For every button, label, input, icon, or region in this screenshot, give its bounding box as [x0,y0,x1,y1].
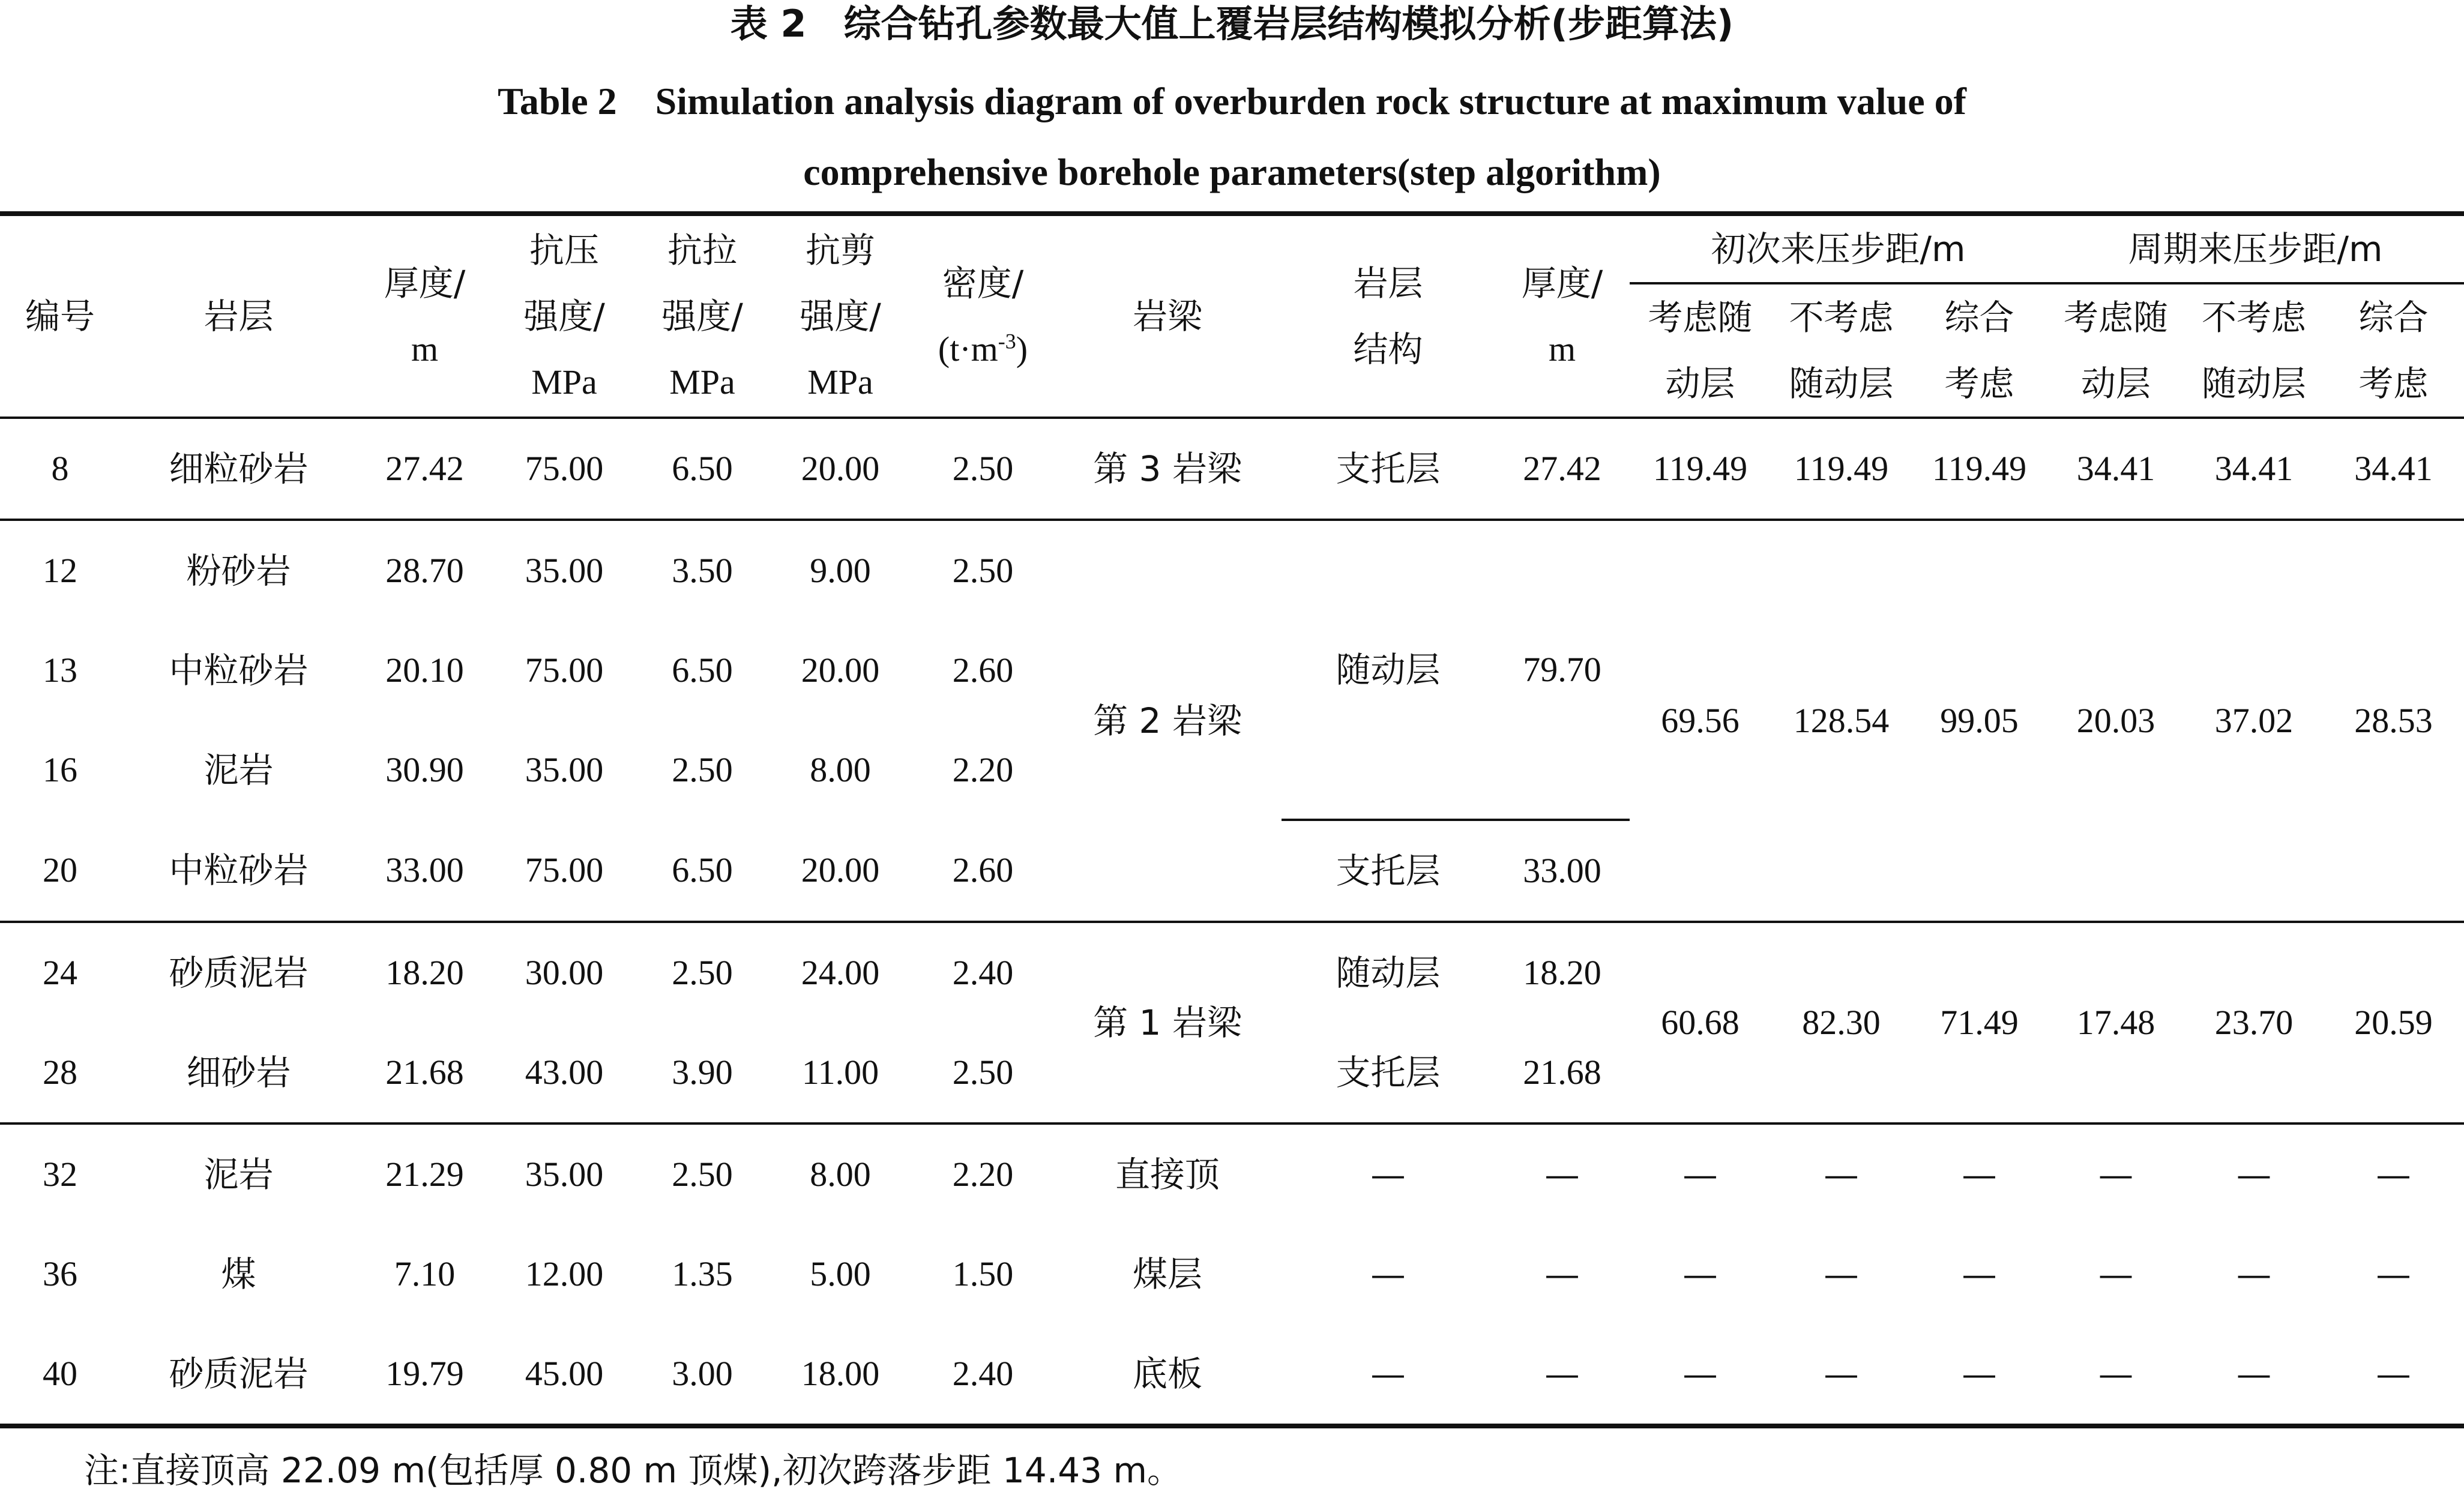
header-compressive: 抗压 强度/ MPa [523,230,605,402]
table-title-en [0,66,2464,208]
table-row: 13 中粒砂岩 20.10 75.00 6.50 20.00 2.60 [43,650,1014,691]
header-beam: 岩梁 [1132,296,1202,337]
table-note: 注:直接顶高 22.09 m(包括厚 0.80 m 顶煤),初次跨落步距 14.43 m。 [84,1450,1182,1491]
beam-2-label: 第 2 岩梁 [1093,700,1242,741]
parameter-table [0,211,2464,1428]
table-row: 32 泥岩 21.29 35.00 2.50 8.00 2.20 直接顶 — — — — — — — — [0,1124,2464,1224]
beam-1-label: 第 1 岩梁 [1093,1002,1242,1043]
header-first-notconsider: 不考虑 随动层 [1789,297,1894,404]
header-row-1 [0,214,2464,283]
table-title-en-line1: Table 2 Simulation analysis diagram of overburden rock structure at maximum value of [498,80,1966,122]
header-first-weighting: 初次来压步距/m [1630,214,2047,283]
table-row: 40 砂质泥岩 19.79 45.00 3.00 18.00 2.40 底板 — — — — — — — — [0,1324,2464,1426]
table-row: 28 细砂岩 21.68 43.00 3.90 11.00 2.50 支托层 21.68 [43,1052,1601,1093]
beam-3-label: 第 3 岩梁 [1093,448,1242,489]
header-period-combined: 综合 考虑 [2358,297,2429,404]
header-no: 编号 [25,296,95,337]
header-periodic-weighting: 周期来压步距/m [2047,214,2464,283]
header-first-consider: 考虑随 动层 [1648,297,1753,404]
table-title-cn: 表 2 综合钻孔参数最大值上覆岩层结构模拟分析(步距算法) [730,2,1734,46]
header-period-consider: 考虑随 动层 [2064,297,2169,404]
table-row: 8 细粒砂岩 27.42 75.00 6.50 20.00 2.50 第 3 岩梁 支托层 27.42 119.49 119.49 119.49 34.41 34.41 34.41 [0,418,2464,520]
table-row: 20 中粒砂岩 33.00 75.00 6.50 20.00 2.60 支托层 33.00 [43,850,1601,891]
header-thickness: 厚度/ m [384,263,466,368]
table-row: 36 煤 7.10 12.00 1.35 5.00 1.50 煤层 — — — — — — — — [43,1254,2411,1295]
table-title-en-line2: comprehensive borehole parameters(step algorithm) [803,151,1661,193]
header-shear: 抗剪 强度/ MPa [800,230,881,402]
header-density: 密度/ $(t\cdot m^{-3})$ [938,263,1028,368]
table-row: 24 砂质泥岩 18.20 30.00 2.50 24.00 2.40 第 1 岩梁 随动层 18.20 60.68 82.30 71.49 17.48 23.70 20.59 [0,922,2464,1023]
table-row: 16 泥岩 30.90 35.00 2.50 8.00 2.20 [43,750,1014,790]
header-period-notconsider: 不考虑 随动层 [2202,297,2307,404]
table-row: 12 粉砂岩 28.70 35.00 3.50 9.00 2.50 第 2 岩梁 随动层 79.70 69.56 128.54 99.05 20.03 37.02 28.53 [0,520,2464,621]
header-structure: 岩层 结构 [1353,263,1423,370]
header-first-combined: 综合 考虑 [1944,297,2014,404]
header-layer-thickness: 厚度/ m [1521,263,1603,368]
header-tensile: 抗拉 强度/ MPa [661,230,743,402]
header-rock: 岩层 [203,296,274,337]
